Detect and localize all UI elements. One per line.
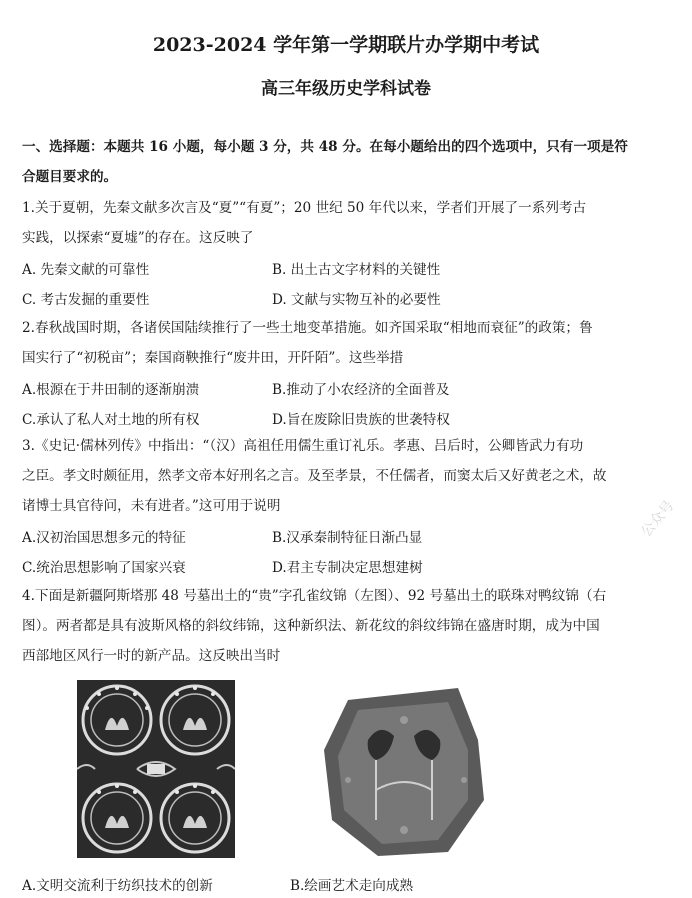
question-2-option-b: B.推动了小农经济的全面普及: [272, 382, 450, 398]
question-1-line-2: 实践，以探索“夏墟”的存在。这反映了: [22, 230, 254, 246]
question-2-line-1: 2.春秋战国时期，各诸侯国陆续推行了一些土地变革措施。如齐国采取“相地而衰征”的政策；鲁: [22, 320, 593, 336]
question-1-option-d: D. 文献与实物互补的必要性: [272, 292, 441, 308]
figure-peacock-brocade: [77, 680, 235, 858]
exam-subtitle: 高三年级历史学科试卷: [261, 79, 431, 99]
question-1-line-1: 1.关于夏朝，先秦文献多次言及“夏”“有夏”；20 世纪 50 年代以来，学者们开展了一系列考古: [22, 200, 587, 216]
question-3-line-3: 诸博士具官待问，未有进者。”这可用于说明: [22, 498, 281, 514]
question-3-line-1: 3.《史记·儒林列传》中指出：“（汉）高祖任用儒生重订礼乐。孝惠、吕后时，公卿皆武力有功: [22, 438, 584, 454]
duck-brocade-image: [318, 680, 490, 860]
question-4-line-1: 4.下面是新疆阿斯塔那 48 号墓出土的“贵”字孔雀纹锦（左图）、92 号墓出土的联珠对鸭纹锦（右: [22, 588, 607, 604]
question-1-option-a: A. 先秦文献的可靠性: [22, 262, 150, 278]
peacock-brocade-image: [77, 680, 235, 858]
question-2-option-d: D.旨在废除旧贵族的世袭特权: [272, 412, 450, 428]
question-2-line-2: 国实行了“初税亩”；秦国商鞅推行“废井田，开阡陌”。这些举措: [22, 350, 404, 366]
question-3-option-a: A.汉初治国思想多元的特征: [22, 530, 186, 546]
question-2-option-c: C.承认了私人对土地的所有权: [22, 412, 200, 428]
question-2-option-a: A.根源在于井田制的逐渐崩溃: [22, 382, 200, 398]
question-4-line-3: 西部地区风行一时的新产品。这反映出当时: [22, 648, 281, 664]
question-4-option-b: B.绘画艺术走向成熟: [290, 878, 414, 894]
section-instruction-line-1: 一、选择题：本题共 16 小题，每小题 3 分，共 48 分。在每小题给出的四个选项中，只有一项是符: [22, 139, 628, 155]
question-3-option-c: C.统治思想影响了国家兴衰: [22, 560, 186, 576]
section-instruction-line-2: 合题目要求的。: [22, 169, 118, 185]
exam-title: 2023-2024 学年第一学期联片办学期中考试: [152, 34, 540, 56]
question-4-line-2: 图）。两者都是具有波斯风格的斜纹纬锦，这种新织法、新花纹的斜纹纬锦在盛唐时期，成为中国: [22, 618, 600, 634]
figure-duck-brocade: [318, 680, 490, 860]
question-1-option-c: C. 考古发掘的重要性: [22, 292, 150, 308]
question-4-option-a: A.文明交流利于纺织技术的创新: [22, 878, 213, 894]
question-3-option-b: B.汉承秦制特征日渐凸显: [272, 530, 423, 546]
watermark-text: 公众号: [638, 497, 678, 541]
question-1-option-b: B. 出土古文字材料的关键性: [272, 262, 441, 278]
question-3-option-d: D.君主专制决定思想建树: [272, 560, 423, 576]
question-3-line-2: 之臣。孝文时颇征用，然孝文帝本好刑名之言。及至孝景，不任儒者，而窦太后又好黄老之术，故: [22, 468, 607, 484]
